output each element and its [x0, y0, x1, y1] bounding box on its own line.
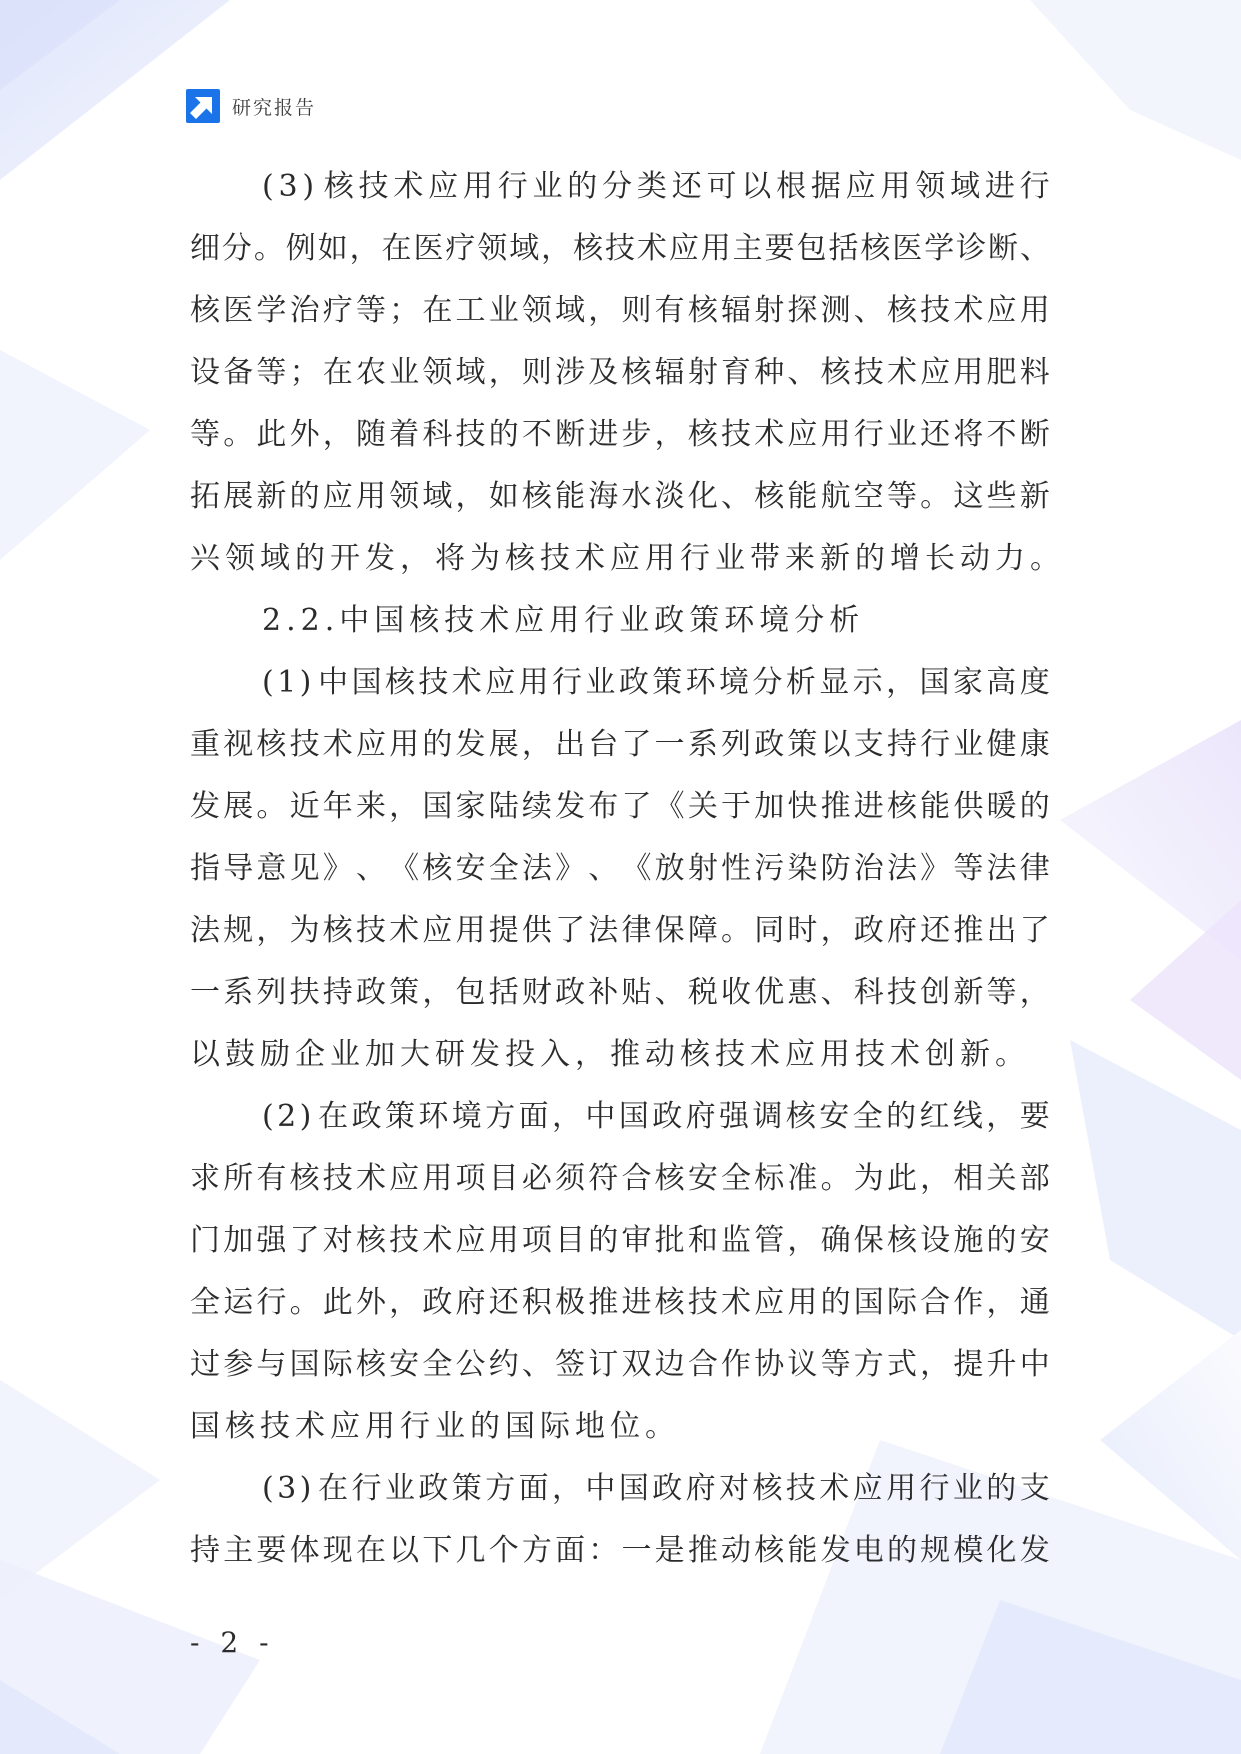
paragraph-line: 门 加 强 了 对 核 技 术 应 用 项 目 的 审 批 和 监 管 ， 确 保 核 设 施 的 安: [190, 1223, 1050, 1258]
section-heading: 2.2.中国核技术应用行业政策环境分析: [262, 603, 865, 638]
paragraph-line: 等 。 此 外 ， 随 着 科 技 的 不 断 进 步 ， 核 技 术 应 用 行 业 还 将 不 断: [190, 417, 1050, 452]
report-header: [186, 88, 316, 124]
arrow-logo-icon: [186, 89, 220, 123]
paragraph-line: 全 运 行 。 此 外 ， 政 府 还 积 极 推 进 核 技 术 应 用 的 国 际 合 作 ， 通: [190, 1285, 1050, 1320]
paragraph-line: 兴领域的开发，将为核技术应用行业带来新的增长动力。: [190, 541, 1065, 576]
paragraph-line: 核 医 学 治 疗 等 ； 在 工 业 领 域 ， 则 有 核 辐 射 探 测 、 核 技 术 应 用: [190, 293, 1050, 328]
paragraph-line: 拓 展 新 的 应 用 领 域 ， 如 核 能 海 水 淡 化 、 核 能 航 空 等 。 这 些 新: [190, 479, 1050, 514]
paragraph-line: 发 展 。 近 年 来 ， 国 家 陆 续 发 布 了 《 关 于 加 快 推 进 核 能 供 暖 的: [190, 789, 1050, 824]
paragraph-line: 国核技术应用行业的国际地位。: [190, 1409, 680, 1444]
paragraph-line: 求 所 有 核 技 术 应 用 项 目 必 须 符 合 核 安 全 标 准 。 为 此 ， 相 关 部: [190, 1161, 1050, 1196]
page-number: - 2 -: [190, 1626, 275, 1659]
paragraph-line: 细 分 。 例 如 ， 在 医 疗 领 域 ， 核 技 术 应 用 主 要 包 括 核 医 学 诊 断 、: [190, 231, 1050, 266]
paragraph-line: ( 3 ) 在 行 业 政 策 方 面 ， 中 国 政 府 对 核 技 术 应 用 行 业 的 支: [262, 1471, 1050, 1506]
paragraph-line: ( 3 ) 核 技 术 应 用 行 业 的 分 类 还 可 以 根 据 应 用 领 域 进 行: [262, 169, 1050, 204]
paragraph-line: 重 视 核 技 术 应 用 的 发 展 ， 出 台 了 一 系 列 政 策 以 支 持 行 业 健 康: [190, 727, 1050, 762]
paragraph-line: 以鼓励企业加大研发投入，推动核技术应用技术创新。: [190, 1037, 1030, 1072]
paragraph-line: 法 规 ， 为 核 技 术 应 用 提 供 了 法 律 保 障 。 同 时 ， 政 府 还 推 出 了: [190, 913, 1050, 948]
paragraph-line: ( 1 ) 中 国 核 技 术 应 用 行 业 政 策 环 境 分 析 显 示 ， 国 家 高 度: [262, 665, 1050, 700]
document-body: [190, 156, 1065, 1582]
paragraph-line: 设 备 等 ； 在 农 业 领 域 ， 则 涉 及 核 辐 射 育 种 、 核 技 术 应 用 肥 料: [190, 355, 1050, 390]
paragraph-line: 持 主 要 体 现 在 以 下 几 个 方 面 ： 一 是 推 动 核 能 发 电 的 规 模 化 发: [190, 1533, 1050, 1568]
paragraph-line: ( 2 ) 在 政 策 环 境 方 面 ， 中 国 政 府 强 调 核 安 全 的 红 线 ， 要: [262, 1099, 1050, 1134]
paragraph-line: 一 系 列 扶 持 政 策 ， 包 括 财 政 补 贴 、 税 收 优 惠 、 科 技 创 新 等 ，: [190, 975, 1050, 1010]
paragraph-line: 指 导 意 见 》 、 《 核 安 全 法 》 、 《 放 射 性 污 染 防 治 法 》 等 法 律: [190, 851, 1050, 886]
paragraph-line: 过 参 与 国 际 核 安 全 公 约 、 签 订 双 边 合 作 协 议 等 方 式 ， 提 升 中: [190, 1347, 1050, 1382]
header-label: 研究报告: [232, 96, 317, 119]
